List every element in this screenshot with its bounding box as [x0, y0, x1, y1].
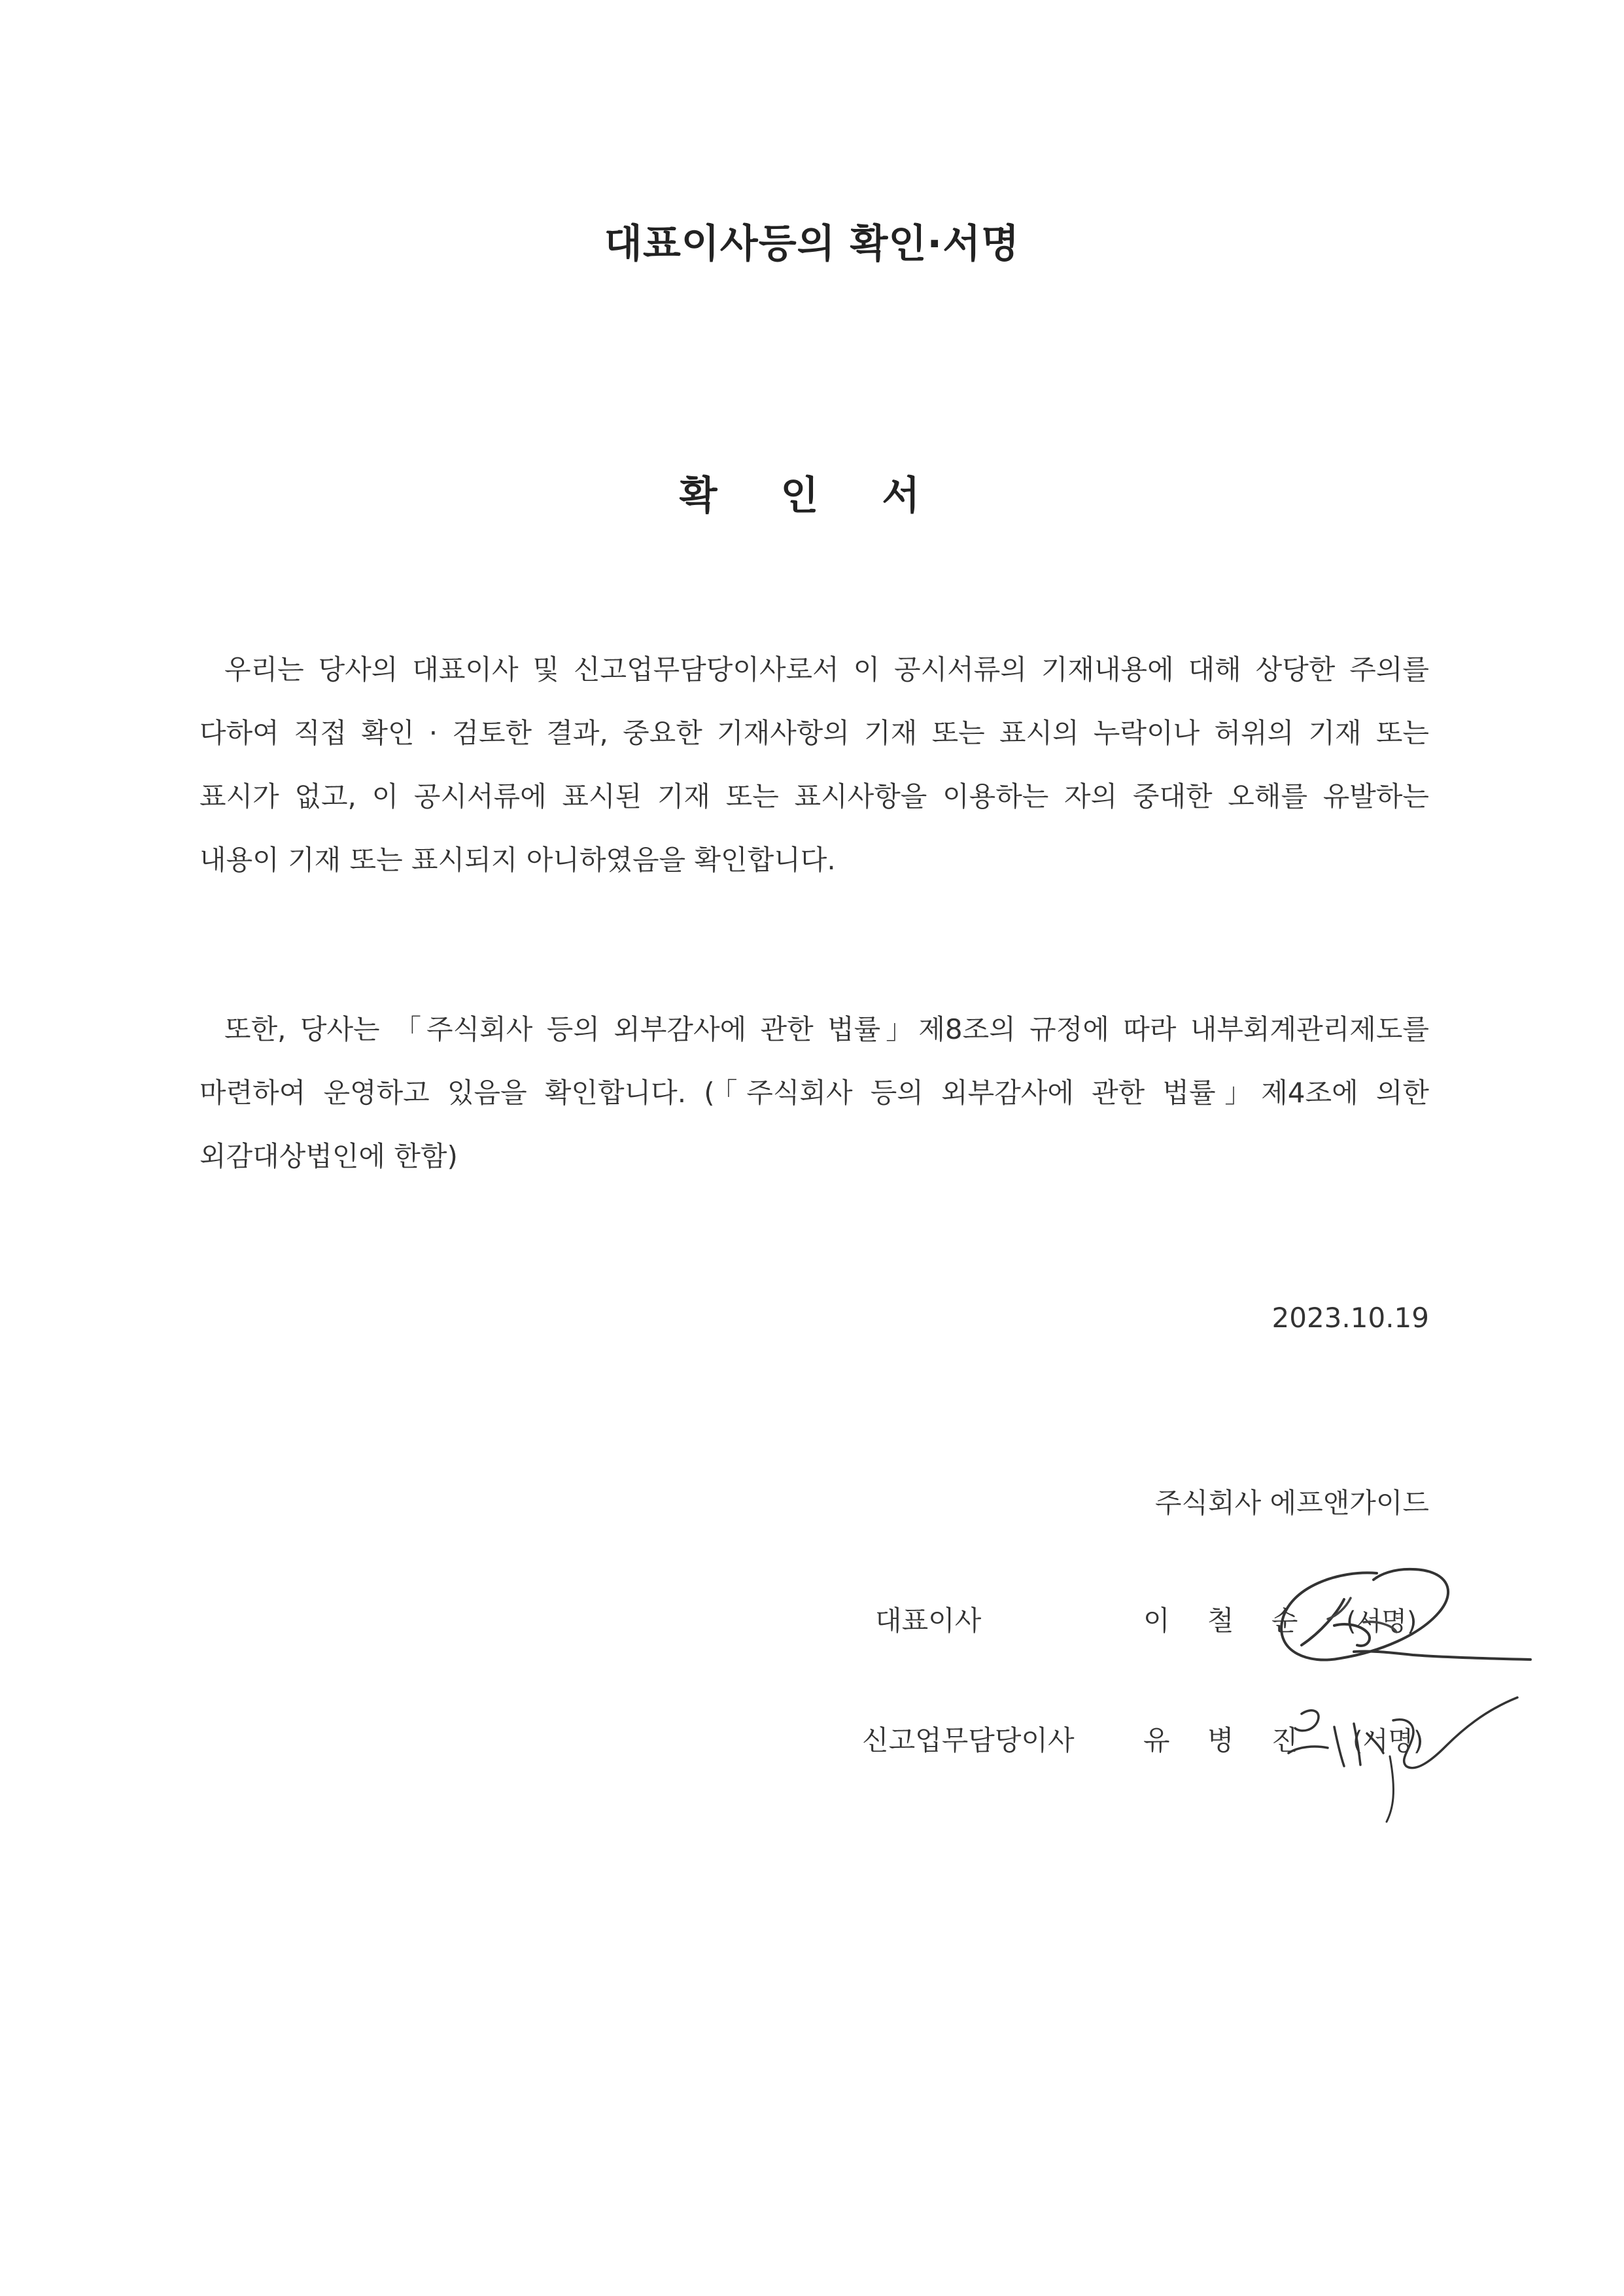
signer-role-ceo: 대표이사 — [875, 1605, 982, 1637]
signer-name-reporting-officer: 유 병 진 — [1143, 1724, 1313, 1756]
handwritten-signature-reporting-officer — [1275, 1688, 1537, 1825]
confirmation-paragraph — [199, 638, 1429, 892]
paragraph-line: 또한, 당사는 「주식회사 등의 외부감사에 관한 법률」제8조의 규정에 따라 내부회계관리제도를 — [224, 1013, 1429, 1045]
signature-mark-reporting-officer: (서명) — [1353, 1726, 1424, 1756]
company-name: 주식회사 에프앤가이드 — [1154, 1487, 1429, 1519]
paragraph-line: 내용이 기재 또는 표시되지 아니하였음을 확인합니다. — [199, 844, 836, 876]
signature-mark-ceo: (서명) — [1346, 1607, 1417, 1637]
paragraph-line: 외감대상법인에 한함) — [199, 1140, 458, 1172]
internal-control-paragraph — [199, 998, 1429, 1188]
document-date: 2023.10.19 — [1271, 1302, 1429, 1334]
handwritten-signature-ceo — [1262, 1560, 1537, 1684]
signer-name-ceo: 이 철 순 — [1143, 1605, 1313, 1637]
main-title: 대표이사등의 확인·서명 — [604, 221, 1020, 267]
paragraph-line: 표시가 없고, 이 공시서류에 표시된 기재 또는 표시사항을 이용하는 자의 중대한 오해를 유발하는 — [199, 780, 1429, 812]
document-title: 확 인 서 — [679, 473, 945, 519]
paragraph-line: 마련하여 운영하고 있음을 확인합니다. (「주식회사 등의 외부감사에 관한 법률」제4조에 의한 — [199, 1077, 1429, 1109]
signer-role-reporting-officer: 신고업무담당이사 — [862, 1724, 1075, 1756]
paragraph-line: 우리는 당사의 대표이사 및 신고업무담당이사로서 이 공시서류의 기재내용에 대해 상당한 주의를 — [224, 653, 1429, 686]
paragraph-line: 다하여 직접 확인 · 검토한 결과, 중요한 기재사항의 기재 또는 표시의 누락이나 허위의 기재 또는 — [199, 717, 1429, 749]
